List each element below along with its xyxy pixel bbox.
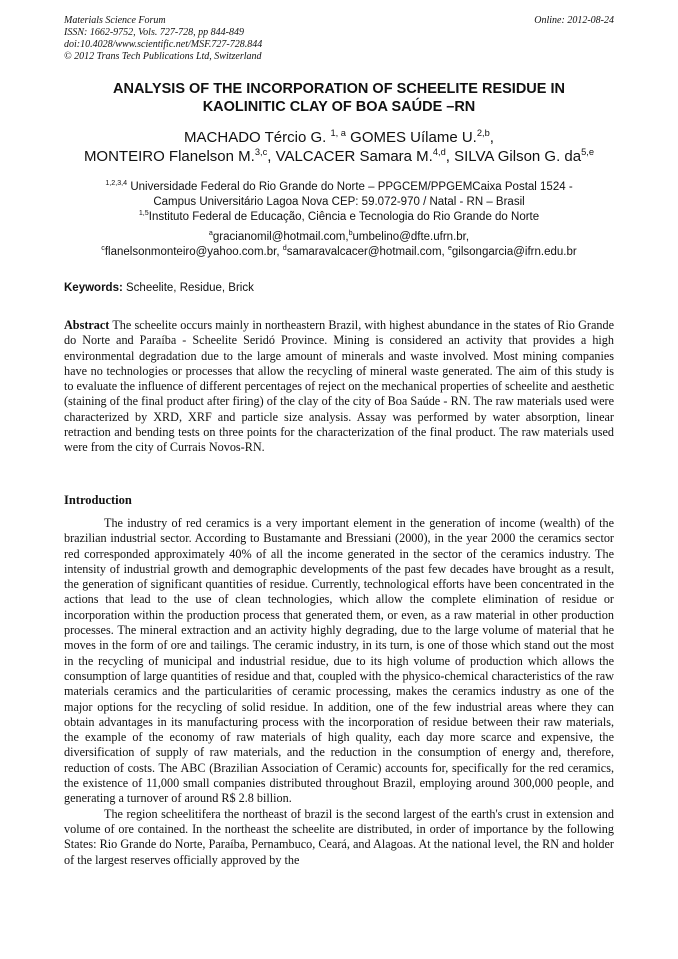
affiliations: [50, 180, 628, 225]
affiliation-text: Universidade Federal do Rio Grande do Norte – PPGCEM/PPGEMCaixa Postal 1524 -: [130, 181, 573, 193]
author-list: [40, 128, 638, 166]
introduction-body: [64, 516, 614, 868]
email-list: [40, 230, 638, 260]
author-name: SILVA Gilson G. da: [454, 148, 582, 165]
online-date: Online: 2012-08-24: [534, 15, 614, 26]
paragraph: The region scheelitifera the northeast of brazil is the second largest of the earth's crust in extension and volume of ore contained. In the northeast the scheelite are distributed, in order of importance by the following States: Rio Grande do Norte, Paraíba, Pernambuco, Ceará, and Alagoas. At the national level, the RN and holder of the largest reserves officially approved by the: [64, 806, 614, 867]
keywords-text: Scheelite, Residue, Brick: [126, 282, 254, 294]
email-sup: d: [282, 244, 287, 253]
title-line-1: ANALYSIS OF THE INCORPORATION OF SCHEELITE RESIDUE IN: [113, 81, 565, 97]
abstract-text: The scheelite occurs mainly in northeastern Brazil, with highest abundance in the states of Rio Grande do Norte and Paraíba - Scheelite Seridó Province. Mining is considered an activity that provides a high environmental degradation due to the large amount of minerals and waste involved. Most mining companies have no technologies or processes that allow the recycling of mineral waste generated. The aim of this study is to evaluate the influence of different percentages of reject on the mechanical properties of scheelite and aesthetic (staining of the final product after firing) of the clay of the city of Boa Saúde - RN. The raw materials used were characterized by XRD, XRF and particle size analysis. Assay was performed by water absorption, linear retraction and bending tests on three points for the characterization of the final product. The raw materials used were from the city of Currais Novos-RN.: [64, 318, 614, 455]
email-sup: c: [101, 244, 105, 253]
author-affil-sup: 5,e: [581, 147, 595, 157]
author-name: MACHADO Tércio G.: [184, 129, 327, 146]
title-line-2: KAOLINITIC CLAY OF BOA SAÚDE –RN: [202, 99, 476, 115]
affiliation-line: [50, 210, 628, 225]
journal-name: Materials Science Forum: [64, 15, 166, 26]
abstract-label: Abstract: [64, 318, 110, 332]
keywords-label: Keywords:: [64, 282, 123, 294]
affiliation-sup: 1,2,3,4: [105, 179, 128, 188]
author-affil-sup: 2,b: [476, 128, 490, 138]
author-name: VALCACER Samara M.: [275, 148, 433, 165]
email-link[interactable]: gilsongarcia@ifrn.edu.br: [451, 246, 577, 258]
author-affil-sup: 3,c: [254, 147, 268, 157]
authors-line-1: MACHADO Tércio G. $^{1, a}$ GOMES Uílame U.$^{2,b}$,: [184, 128, 494, 146]
author-affil-sup: 4,d: [432, 147, 446, 157]
copyright-line: © 2012 Trans Tech Publications Ltd, Switzerland: [64, 51, 262, 62]
email-sup: a: [208, 229, 213, 238]
abstract: [64, 318, 614, 456]
affiliation-line: Campus Universitário Lagoa Nova CEP: 59.072-970 / Natal - RN – Brasil: [153, 196, 525, 208]
email-link[interactable]: flanelsonmonteiro@yahoo.com.br,: [104, 246, 280, 258]
affiliation-line: [50, 180, 628, 195]
authors-line-2: MONTEIRO Flanelson M.$^{3,c}$, VALCACER Samara M.$^{4,d}$, SILVA Gilson G. da$^{5,e}$: [83, 147, 595, 165]
section-heading-introduction: Introduction: [64, 493, 132, 507]
paper-title: [64, 80, 614, 116]
author-affil-sup: 1, a: [330, 128, 346, 138]
journal-header: [64, 15, 614, 63]
keywords: [64, 281, 614, 295]
author-name: GOMES Uílame U.: [350, 129, 477, 146]
email-link[interactable]: umbelino@dfte.ufrn.br,: [352, 231, 470, 243]
doi-line: doi:10.4028/www.scientific.net/MSF.727-728.844: [64, 39, 263, 50]
author-name: MONTEIRO Flanelson M.: [83, 148, 255, 165]
email-line-2: [40, 245, 638, 260]
email-sup: e: [447, 244, 452, 253]
issn-line: ISSN: 1662-9752, Vols. 727-728, pp 844-849: [64, 27, 244, 38]
affiliation-sup: 1,5: [138, 209, 149, 218]
affiliation-text: Instituto Federal de Educação, Ciência e Tecnologia do Rio Grande do Norte: [148, 211, 540, 223]
email-link[interactable]: gracianomil@hotmail.com,: [212, 231, 349, 243]
email-link[interactable]: samaravalcacer@hotmail.com,: [286, 246, 445, 258]
email-line-1: [40, 230, 638, 245]
paragraph: The industry of red ceramics is a very important element in the generation of income (wealth) of the brazilian industrial sector. According to Bustamante and Bressiani (2000), in the year 2000 the ceramics sector red corresponded approximately 40% of all the income generated in the sector of the ceramics industry. The intensity of industrial growth and demographic developments of the past few decades have brought as a result, the generation of significant quantities of residue. Currently, technological efforts have been concentrated in the actions that lead to the use of clean technologies, which allow the complete elimination of residue or incorporation within the production process that generated them, or even, as a raw material in other production processes. The mineral extraction and an activity highly degrading, due to the large volume of material that he moves in the form of ore and tailings. The ceramic industry, in its turn, is one of those which stand out the most in the recycling of municipal and industrial residue, due to its high volume of production which allows the consumption of large quantities of residue and that, coupled with the physico-chemical characteristics of the raw materials ceramics and the particularities of ceramic processing, makes the ceramics industry as one of the major options for the recycling of solid residue. In addition, one of the few industrial areas where they can obtain advantages in its manufacturing process with the incorporation of residue between their raw materials, the example of the economy of raw materials of high quality, each day more scarce and expensive, the diversification of supply of raw materials, and the reduction in the consumption of energy and, therefore, reduction of costs. The ABC (Brazilian Association of Ceramic) accounts for, specifically for the red ceramics, the existence of 11,000 small companies distributed throughout Brazil, employing around 300,000 people, and generating a turnover of around R$ 2.8 billion.: [64, 516, 614, 806]
email-sup: b: [348, 229, 353, 238]
